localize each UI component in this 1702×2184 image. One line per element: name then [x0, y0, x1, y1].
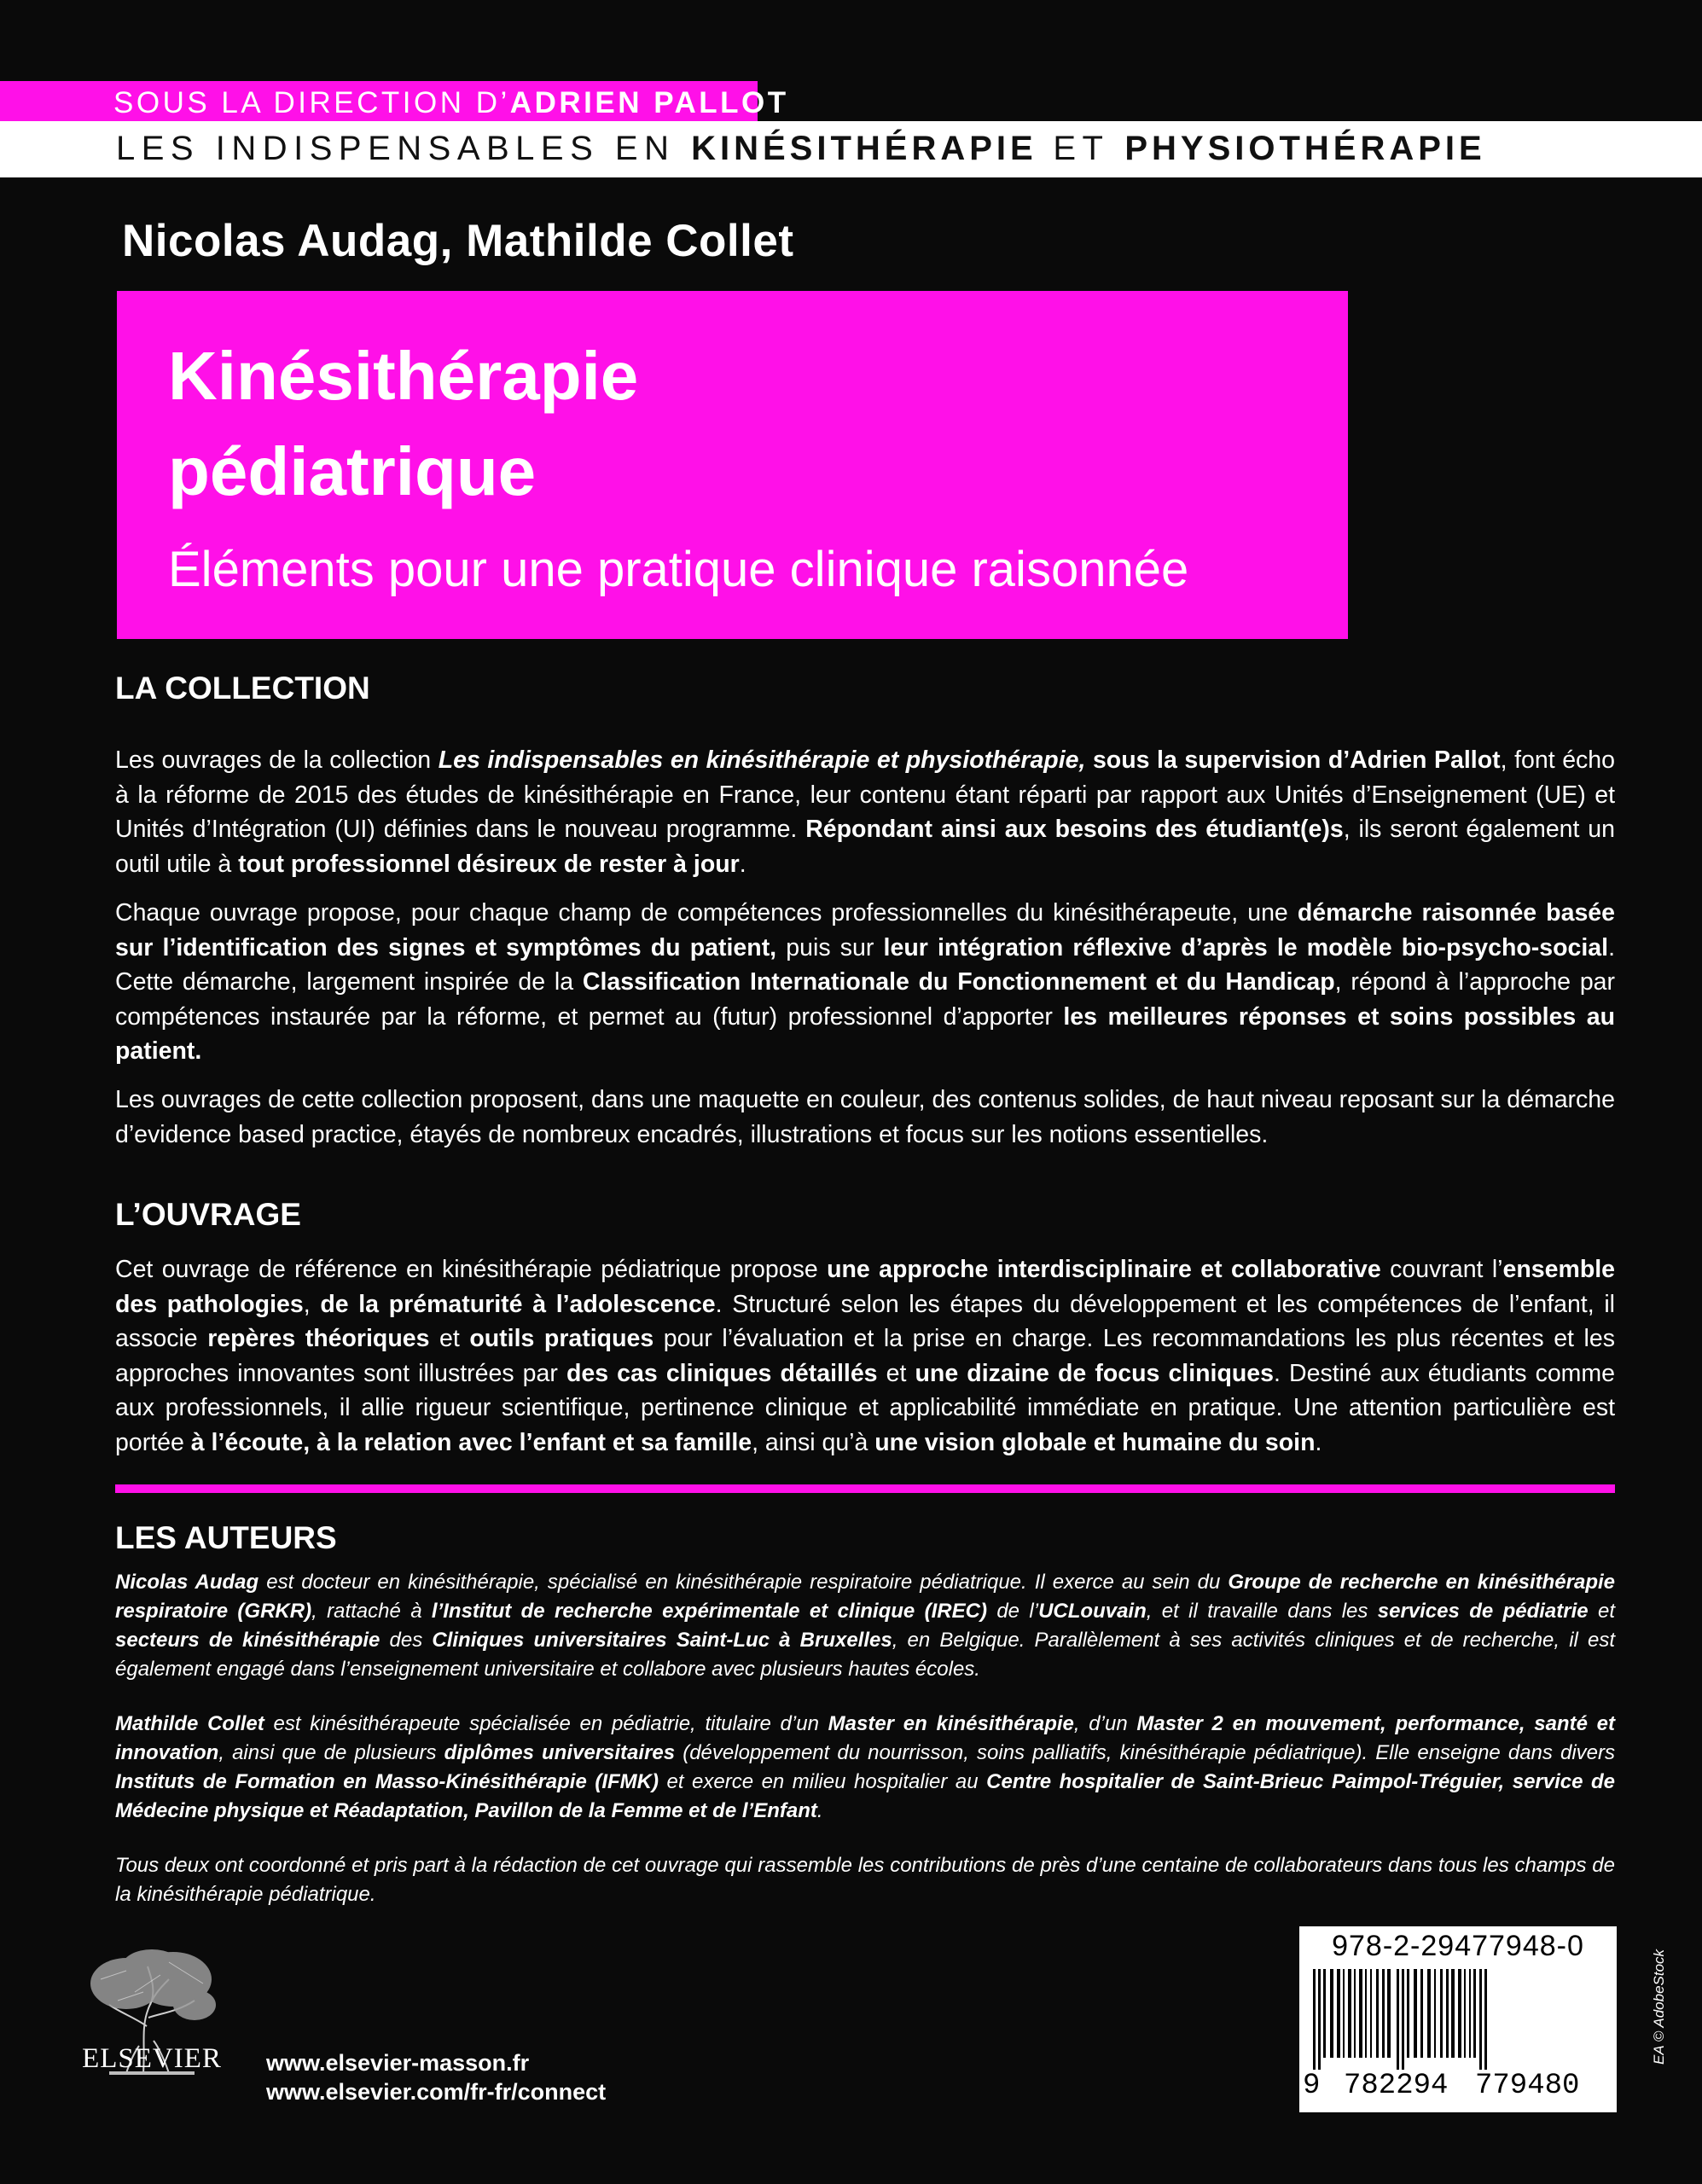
barcode-bar: [1370, 1969, 1372, 2058]
text-run: outils pratiques: [469, 1325, 654, 1352]
text-run: ensemble des pathologies: [115, 1256, 1615, 1318]
text-run: (développement du nourrisson, soins palliatifs, kinésithérapie pédiatrique). Elle enseigne dans divers: [675, 1741, 1615, 1764]
ean-right-digits: 779480: [1475, 2070, 1580, 2102]
collection-prefix: LES INDISPENSABLES EN: [116, 130, 692, 167]
auteurs-heading: LES AUTEURS: [115, 1520, 337, 1555]
barcode-bar: [1464, 1969, 1466, 2058]
barcode-bar: [1414, 1969, 1417, 2058]
text-run: , en Belgique. Parallèlement à ses activités cliniques et de recherche, il est également engagé dans l’enseignement universitaire et collabore avec plusieurs hautes écoles.: [115, 1629, 1615, 1681]
text-run: puis sur: [776, 933, 884, 961]
barcode-bar: [1473, 1969, 1476, 2058]
text-run: de la prématurité à l’adolescence: [320, 1290, 716, 1318]
text-run: Les ouvrages de cette collection proposent, dans une maquette en couleur, des contenus solides, de haut niveau reposant sur la démarche d’evidence based practice, étayés de nombreux encadrés, illustrations et focus sur les notions essentielles.: [115, 1086, 1615, 1148]
barcode-bar: [1323, 1969, 1326, 2058]
collection-paragraph-1: [115, 743, 1615, 881]
barcode-bar: [1427, 1969, 1431, 2058]
ouvrage-paragraph: [115, 1252, 1615, 1460]
barcode-bar: [1458, 1969, 1461, 2058]
text-run: services de pédiatrie: [1377, 1600, 1589, 1623]
barcode-bar: [1407, 1969, 1409, 2058]
text-run: Les indispensables en kinésithérapie et physiothérapie,: [438, 746, 1086, 774]
text-run: Les ouvrages de la collection: [115, 746, 439, 774]
collection-band: [0, 121, 1702, 177]
text-run: Master 2 en mouvement, performance, santé et innovation: [115, 1712, 1615, 1764]
publisher-name: ELSEVIER: [82, 2043, 222, 2074]
text-run: et: [429, 1325, 470, 1352]
book-title-line2: pédiatrique: [168, 433, 537, 509]
text-run: ,: [303, 1290, 321, 1318]
text-run: diplômes universitaires: [444, 1741, 676, 1764]
collection-physio: PHYSIOTHÉRAPIE: [1124, 130, 1486, 167]
text-run: est kinésithérapeute spécialisée en pédiatrie, titulaire d’un: [264, 1712, 828, 1735]
text-run: des cas cliniques détaillés: [566, 1359, 878, 1387]
text-run: Cet ouvrage de référence en kinésithérapie pédiatrique propose: [115, 1256, 828, 1283]
collection-paragraph-3: [115, 1083, 1615, 1152]
barcode-bar: [1420, 1969, 1423, 2058]
text-run: tout professionnel désireux de rester à jour: [238, 850, 740, 878]
text-run: .: [816, 1799, 823, 1822]
text-run: démarche raisonnée basée sur l’identification des signes et symptômes du patient,: [115, 899, 1615, 961]
barcode-bar: [1330, 1969, 1333, 2058]
text-run: Master en kinésithérapie: [828, 1712, 1074, 1735]
text-run: une vision globale et humaine du soin: [874, 1428, 1316, 1456]
book-title-line1: Kinésithérapie: [168, 338, 639, 414]
collection-kine: KINÉSITHÉRAPIE: [691, 130, 1037, 167]
collection-paragraph-2: [115, 896, 1615, 1069]
text-run: , font écho à la réforme de 2015 des études de kinésithérapie en France, leur contenu étant réparti par rapport aux Unités d’Enseignement (UE) et Unités d’Intégration (UI) définies dans le nouveau programme.: [115, 746, 1615, 843]
photo-credit: EA © AdobeStock: [1651, 1949, 1667, 2065]
barcode-bar: [1359, 1969, 1362, 2058]
text-run: Instituts de Formation en Masso-Kinésithérapie (IFMK): [115, 1770, 659, 1793]
auteur-collet-bio: [115, 1710, 1615, 1826]
barcode-bar: [1446, 1969, 1449, 2058]
text-run: pour l’évaluation et la prise en charge. Les recommandations les plus récentes et les approches innovantes sont illustrées par: [115, 1325, 1615, 1387]
text-run: Mathilde Collet: [115, 1712, 264, 1735]
text-run: . Cette démarche, largement inspirée de la: [115, 933, 1615, 996]
text-run: Nicolas Audag: [115, 1571, 259, 1594]
text-run: Groupe de recherche en kinésithérapie respiratoire (GRKR): [115, 1571, 1615, 1623]
collection-heading: LA COLLECTION: [115, 671, 370, 706]
book-subtitle: Éléments pour une pratique clinique raisonnée: [168, 542, 1189, 597]
text-run: couvrant l’: [1380, 1256, 1503, 1283]
barcode-bar: [1376, 1969, 1379, 2058]
text-run: . Structuré selon les étapes du développement et les compétences de l’enfant, il associe: [115, 1290, 1615, 1352]
ouvrage-heading: L’OUVRAGE: [115, 1197, 301, 1232]
barcode-bar: [1440, 1969, 1443, 2058]
text-run: , rattaché à: [311, 1600, 432, 1623]
text-run: des: [380, 1629, 433, 1652]
text-run: de l’: [986, 1600, 1039, 1623]
isbn-barcode: [1299, 1926, 1617, 2112]
auteurs-joint-note: [115, 1851, 1615, 1909]
director-name: ADRIEN PALLOT: [509, 86, 789, 119]
text-run: Centre hospitalier de Saint-Brieuc Paimpol-Tréguier, service de Médecine physique et Réadaptation, Pavillon de la Femme et de l’Enfant: [115, 1770, 1615, 1822]
text-run: , ainsi qu’à: [752, 1428, 875, 1456]
text-run: et: [1588, 1600, 1616, 1623]
auteur-audag-bio: [115, 1568, 1615, 1684]
title-box: [117, 291, 1348, 639]
barcode-bar: [1479, 1969, 1482, 2070]
text-run: une dizaine de focus cliniques: [915, 1359, 1274, 1387]
ean-first-digit: 9: [1303, 2070, 1321, 2102]
text-run: et: [877, 1359, 915, 1387]
text-run: UCLouvain: [1038, 1600, 1147, 1623]
publisher-url-1[interactable]: www.elsevier-masson.fr: [266, 2050, 530, 2076]
text-run: Tous deux ont coordonné et pris part à la rédaction de cet ouvrage qui rassemble les contributions de près d’une centaine de collaborateurs dans tous les champs de la kinésithérapie pédiatrique.: [115, 1854, 1615, 1906]
barcode-bar: [1469, 1969, 1471, 2058]
director-band: [0, 81, 789, 121]
text-run: , et il travaille dans les: [1146, 1600, 1378, 1623]
text-run: Chaque ouvrage propose, pour chaque champ de compétences professionnelles du kinésithérapeute, une: [115, 899, 1298, 926]
text-run: Cliniques universitaires Saint-Luc à Bruxelles: [432, 1629, 892, 1652]
text-run: Classification Internationale du Fonctionnement et du Handicap: [582, 968, 1335, 996]
barcode-bars: [1306, 1969, 1610, 2070]
text-run: repères théoriques: [207, 1325, 430, 1352]
barcode-bar: [1484, 1969, 1487, 2070]
book-authors: Nicolas Audag, Mathilde Collet: [122, 216, 794, 266]
text-run: , d’un: [1073, 1712, 1137, 1735]
barcode-bar: [1354, 1969, 1356, 2058]
text-run: .: [739, 850, 746, 878]
text-run: à l’écoute, à la relation avec l’enfant et sa famille: [190, 1428, 752, 1456]
text-run: leur intégration réflexive d’après le modèle bio-psycho-social: [883, 933, 1609, 961]
text-run: , répond à l’approche par compétences instaurée par la réforme, et permet au (futur) professionnel d’apporter: [115, 968, 1616, 1031]
direction-prefix: SOUS LA DIRECTION D’: [113, 86, 510, 119]
barcode-bar: [1451, 1969, 1455, 2058]
barcode-bar: [1313, 1969, 1316, 2070]
barcode-bar: [1434, 1969, 1436, 2058]
collection-et: ET: [1037, 130, 1125, 167]
barcode-bar: [1382, 1969, 1385, 2058]
text-run: .: [1315, 1428, 1322, 1456]
text-run: sous la supervision d’Adrien Pallot: [1085, 746, 1501, 774]
barcode-bar: [1387, 1969, 1391, 2058]
text-run: secteurs de kinésithérapie: [115, 1629, 380, 1652]
publisher-url-2[interactable]: www.elsevier.com/fr-fr/connect: [266, 2079, 607, 2105]
barcode-bar: [1402, 1969, 1404, 2070]
barcode-bar: [1343, 1969, 1345, 2058]
barcode-bar: [1318, 1969, 1321, 2070]
barcode-bar: [1397, 1969, 1399, 2070]
text-run: l’Institut de recherche expérimentale et clinique (IREC): [431, 1600, 987, 1623]
text-run: , ainsi que de plusieurs: [218, 1741, 444, 1764]
text-run: . Destiné aux étudiants comme aux professionnels, il allie rigueur scientifique, pertinence clinique et applicabilité immédiate en pratique. Une attention particulière est portée: [115, 1359, 1616, 1456]
isbn-number: 978-2-29477948-0: [1332, 1930, 1584, 1962]
text-run: Répondant ainsi aux besoins des étudiant(e)s: [805, 816, 1344, 843]
ean-left-digits: 782294: [1344, 2070, 1449, 2102]
barcode-bar: [1348, 1969, 1351, 2058]
section-divider: [115, 1484, 1615, 1493]
text-run: les meilleures réponses et soins possibles au patient.: [115, 1002, 1615, 1065]
text-run: une approche interdisciplinaire et collaborative: [827, 1256, 1381, 1283]
text-run: et exerce en milieu hospitalier au: [658, 1770, 987, 1793]
text-run: est docteur en kinésithérapie, spécialisé en kinésithérapie respiratoire pédiatrique. Il exerce au sein du: [258, 1571, 1229, 1594]
barcode-bar: [1365, 1969, 1367, 2058]
barcode-bar: [1337, 1969, 1340, 2058]
text-run: , ils seront également un outil utile à: [115, 816, 1615, 878]
